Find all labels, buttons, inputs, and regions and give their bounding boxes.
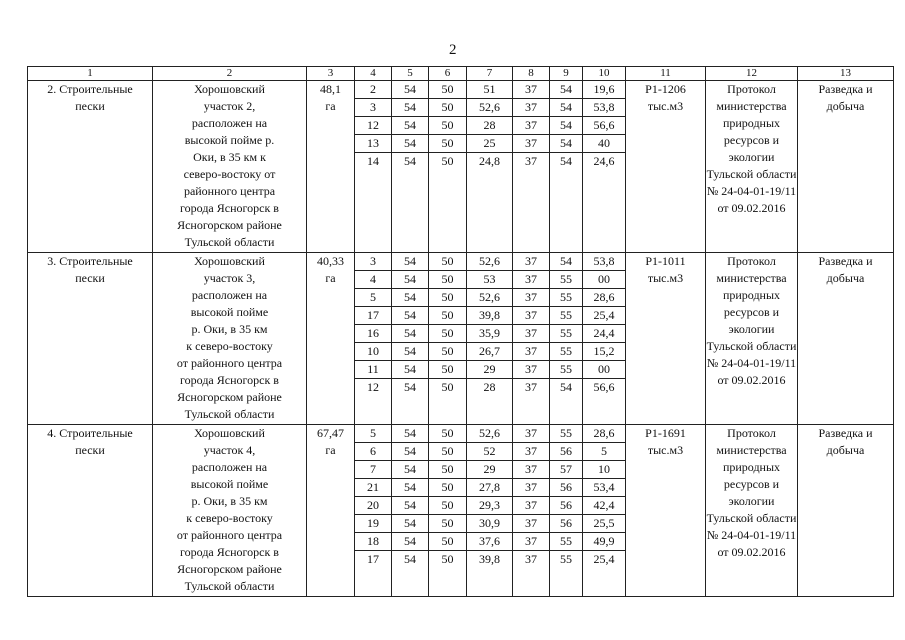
coordinate-value: 24,4	[583, 325, 625, 343]
coordinate-stack	[583, 81, 625, 170]
deposit-name-cell-text: 2. Строительные пески	[47, 82, 133, 113]
coordinate-value: 50	[429, 533, 466, 551]
coordinate-stack	[392, 253, 428, 396]
coordinate-value: 50	[429, 99, 466, 117]
coordinate-value: 12	[355, 117, 391, 135]
coordinate-stack	[467, 425, 512, 568]
coordinate-value: 11	[355, 361, 391, 379]
coordinate-stack	[583, 425, 625, 568]
location-cell-text: Хорошовский участок 4, расположен на высокой пойме р. Оки, в 35 км к северо-востоку от районного центра города Ясногорск в Ясногорском районе Тульской области	[176, 426, 283, 593]
location-cell-text: Хорошовский участок 3, расположен на высокой пойме р. Оки, в 35 км к северо-востоку от районного центра города Ясногорск в Ясногорском районе Тульской области	[176, 254, 283, 421]
column-number: 4	[355, 67, 392, 81]
coordinate-value: 4	[355, 271, 391, 289]
coordinate-value: 52	[467, 443, 512, 461]
coordinate-cell	[550, 425, 583, 597]
coordinate-value: 56,6	[593, 380, 615, 394]
coordinate-value: 37	[513, 361, 549, 379]
column-number: 6	[429, 67, 467, 81]
coordinate-value: 5	[355, 425, 391, 443]
deposit-name-cell-text: 3. Строительные пески	[47, 254, 133, 285]
location-cell	[153, 425, 307, 597]
coordinate-cell	[392, 253, 429, 425]
coordinate-value: 15,2	[583, 343, 625, 361]
coordinate-cell	[550, 81, 583, 253]
coordinate-cell	[355, 81, 392, 253]
coordinate-stack	[583, 253, 625, 396]
coordinate-cell	[467, 81, 513, 253]
coordinate-value: 25	[467, 135, 512, 153]
coordinate-value: 54	[392, 99, 428, 117]
coordinate-value: 54	[404, 154, 416, 168]
coordinate-value: 5	[583, 443, 625, 461]
coordinate-value: 50	[429, 361, 466, 379]
coordinate-value: 7	[355, 461, 391, 479]
coordinate-value: 37	[513, 533, 549, 551]
coordinate-value: 50	[429, 271, 466, 289]
deposit-name-cell	[28, 253, 153, 425]
coordinate-value: 50	[441, 380, 454, 394]
coordinate-value: 55	[550, 425, 582, 443]
purpose-cell	[798, 425, 894, 597]
reserves-cell-text: Р1-1691 тыс.м3	[645, 426, 686, 457]
coordinate-cell	[583, 81, 626, 253]
coordinate-value: 50	[429, 307, 466, 325]
coordinate-value: 19	[355, 515, 391, 533]
coordinate-value: 39,8	[479, 552, 500, 566]
coordinate-value: 35,9	[467, 325, 512, 343]
coordinate-value: 14	[367, 154, 379, 168]
coordinate-value: 50	[429, 135, 466, 153]
area-cell-text: 40,33 га	[317, 254, 344, 285]
coordinate-value: 39,8	[467, 307, 512, 325]
coordinate-value: 28	[483, 380, 496, 394]
coordinate-value: 25,4	[583, 307, 625, 325]
coordinate-value: 50	[429, 443, 466, 461]
coordinate-value: 51	[467, 81, 512, 99]
coordinate-cell	[392, 425, 429, 597]
coordinate-value: 54	[550, 135, 582, 153]
column-number: 5	[392, 67, 429, 81]
coordinate-value: 50	[429, 425, 466, 443]
coordinate-value: 54	[392, 117, 428, 135]
deposits-table	[27, 66, 894, 597]
coordinate-value: 37	[513, 117, 549, 135]
column-number-row	[28, 67, 894, 81]
location-cell	[153, 253, 307, 425]
coordinate-cell	[429, 253, 467, 425]
protocol-cell-text: Протокол министерства природных ресурсов и экологии Тульской области № 24-04-01-19/11 от 09.02.2016	[706, 254, 797, 387]
coordinate-value: 50	[429, 479, 466, 497]
coordinate-value: 37	[513, 135, 549, 153]
coordinate-value: 54	[560, 380, 572, 394]
coordinate-value: 37	[513, 271, 549, 289]
coordinate-value: 30,9	[467, 515, 512, 533]
coordinate-value: 28,6	[583, 425, 625, 443]
coordinate-value: 55	[550, 325, 582, 343]
coordinate-value: 55	[550, 361, 582, 379]
coordinate-cell	[513, 425, 550, 597]
coordinate-value: 37	[513, 343, 549, 361]
coordinate-value: 10	[355, 343, 391, 361]
coordinate-value: 50	[429, 117, 466, 135]
protocol-cell	[706, 425, 798, 597]
coordinate-value: 50	[429, 497, 466, 515]
page-number: 2	[449, 42, 457, 58]
column-number: 2	[153, 67, 307, 81]
table-row	[28, 253, 894, 425]
coordinate-value: 37	[513, 325, 549, 343]
coordinate-value: 49,9	[583, 533, 625, 551]
coordinate-value: 00	[583, 271, 625, 289]
coordinate-value: 56	[550, 497, 582, 515]
coordinate-value: 20	[355, 497, 391, 515]
coordinate-value: 37,6	[467, 533, 512, 551]
coordinate-value: 50	[429, 81, 466, 99]
coordinate-cell	[513, 81, 550, 253]
coordinate-value: 16	[355, 325, 391, 343]
coordinate-value: 54	[550, 99, 582, 117]
coordinate-cell	[429, 425, 467, 597]
coordinate-value: 3	[355, 253, 391, 271]
coordinate-value: 37	[525, 380, 537, 394]
coordinate-value: 54	[550, 117, 582, 135]
coordinate-value: 37	[513, 479, 549, 497]
coordinate-value: 42,4	[583, 497, 625, 515]
coordinate-cell	[583, 425, 626, 597]
coordinate-value: 54	[392, 135, 428, 153]
coordinate-stack	[513, 425, 549, 568]
coordinate-stack	[355, 425, 391, 568]
protocol-cell	[706, 81, 798, 253]
reserves-cell	[626, 425, 706, 597]
coordinate-value: 52,6	[467, 289, 512, 307]
coordinate-value: 18	[355, 533, 391, 551]
coordinate-value: 54	[392, 343, 428, 361]
coordinate-cell	[550, 253, 583, 425]
coordinate-value: 29	[467, 361, 512, 379]
coordinate-value: 2	[355, 81, 391, 99]
coordinate-value: 25,5	[583, 515, 625, 533]
coordinate-value: 54	[550, 253, 582, 271]
coordinate-value: 5	[355, 289, 391, 307]
coordinate-value: 50	[429, 343, 466, 361]
protocol-cell-text: Протокол министерства природных ресурсов и экологии Тульской области № 24-04-01-19/11 от 09.02.2016	[706, 82, 797, 215]
coordinate-value: 54	[392, 307, 428, 325]
coordinate-cell	[355, 425, 392, 597]
coordinate-value: 55	[550, 289, 582, 307]
coordinate-value: 54	[392, 461, 428, 479]
coordinate-value: 00	[583, 361, 625, 379]
table-row	[28, 81, 894, 253]
coordinate-value: 26,7	[467, 343, 512, 361]
coordinate-value: 55	[550, 533, 582, 551]
coordinate-value: 50	[429, 289, 466, 307]
coordinate-value: 3	[355, 99, 391, 117]
coordinate-value: 53,8	[583, 253, 625, 271]
reserves-cell	[626, 253, 706, 425]
coordinate-cell	[583, 253, 626, 425]
area-cell-text: 48,1 га	[320, 82, 341, 113]
coordinate-stack	[429, 81, 466, 170]
area-cell	[307, 81, 355, 253]
coordinate-value: 40	[583, 135, 625, 153]
coordinate-value: 54	[392, 253, 428, 271]
coordinate-stack	[429, 253, 466, 396]
coordinate-value: 37	[513, 81, 549, 99]
coordinate-value: 13	[355, 135, 391, 153]
coordinate-value: 54	[560, 154, 572, 168]
location-cell-text: Хорошовский участок 2, расположен на высокой пойме р. Оки, в 35 км к северо-востоку от районного центра города Ясногорск в Ясногорском районе Тульской области	[177, 82, 282, 249]
reserves-cell	[626, 81, 706, 253]
deposit-name-cell-text: 4. Строительные пески	[47, 426, 133, 457]
coordinate-value: 54	[550, 81, 582, 99]
coordinate-value: 54	[392, 443, 428, 461]
coordinate-cell	[513, 253, 550, 425]
area-cell	[307, 425, 355, 597]
coordinate-value: 53,4	[583, 479, 625, 497]
coordinate-stack	[513, 253, 549, 396]
coordinate-value: 54	[392, 271, 428, 289]
coordinate-value: 56	[550, 515, 582, 533]
coordinate-value: 55	[550, 271, 582, 289]
coordinate-value: 54	[392, 479, 428, 497]
coordinate-stack	[550, 81, 582, 170]
coordinate-value: 54	[404, 552, 416, 566]
coordinate-value: 54	[392, 533, 428, 551]
column-number: 7	[467, 67, 513, 81]
coordinate-value: 56,6	[583, 117, 625, 135]
coordinate-value: 53,8	[583, 99, 625, 117]
protocol-cell-text: Протокол министерства природных ресурсов и экологии Тульской области № 24-04-01-19/11 от 09.02.2016	[706, 426, 797, 559]
coordinate-value: 27,8	[467, 479, 512, 497]
coordinate-stack	[392, 425, 428, 568]
coordinate-value: 10	[583, 461, 625, 479]
column-number: 8	[513, 67, 550, 81]
coordinate-cell	[467, 253, 513, 425]
coordinate-value: 55	[550, 307, 582, 325]
coordinate-value: 24,6	[593, 154, 615, 168]
column-number: 11	[626, 67, 706, 81]
coordinate-value: 54	[392, 497, 428, 515]
coordinate-value: 50	[429, 515, 466, 533]
coordinate-value: 29,3	[467, 497, 512, 515]
coordinate-stack	[467, 253, 512, 396]
coordinate-value: 54	[392, 515, 428, 533]
coordinate-value: 37	[513, 425, 549, 443]
coordinate-value: 56	[550, 479, 582, 497]
column-number: 12	[706, 67, 798, 81]
coordinate-value: 54	[392, 325, 428, 343]
coordinate-value: 37	[525, 154, 537, 168]
coordinate-value: 6	[355, 443, 391, 461]
coordinate-cell	[429, 81, 467, 253]
column-number: 9	[550, 67, 583, 81]
purpose-cell	[798, 253, 894, 425]
coordinate-value: 37	[513, 497, 549, 515]
coordinate-value: 55	[550, 343, 582, 361]
coordinate-stack	[355, 253, 391, 396]
coordinate-stack	[467, 81, 512, 170]
coordinate-stack	[392, 81, 428, 170]
coordinate-value: 50	[429, 253, 466, 271]
reserves-cell-text: Р1-1206 тыс.м3	[645, 82, 686, 113]
coordinate-value: 55	[560, 552, 572, 566]
coordinate-value: 17	[355, 307, 391, 325]
coordinate-stack	[355, 81, 391, 170]
coordinate-value: 50	[429, 325, 466, 343]
coordinate-value: 53	[467, 271, 512, 289]
coordinate-value: 50	[441, 154, 454, 168]
table-body	[28, 81, 894, 597]
coordinate-value: 28,6	[583, 289, 625, 307]
reserves-cell-text: Р1-1011 тыс.м3	[645, 254, 686, 285]
coordinate-value: 54	[392, 361, 428, 379]
coordinate-stack	[550, 425, 582, 568]
coordinate-value: 54	[404, 380, 416, 394]
coordinate-value: 29	[467, 461, 512, 479]
protocol-cell	[706, 253, 798, 425]
coordinate-value: 56	[550, 443, 582, 461]
coordinate-value: 12	[367, 380, 379, 394]
coordinate-value: 21	[355, 479, 391, 497]
coordinate-value: 37	[513, 289, 549, 307]
coordinate-value: 24,8	[479, 154, 500, 168]
column-number: 10	[583, 67, 626, 81]
location-cell	[153, 81, 307, 253]
area-cell-text: 67,47 га	[317, 426, 344, 457]
coordinate-cell	[467, 425, 513, 597]
coordinate-cell	[355, 253, 392, 425]
coordinate-stack	[550, 253, 582, 396]
coordinate-value: 52,6	[467, 425, 512, 443]
coordinate-value: 52,6	[467, 99, 512, 117]
coordinate-value: 17	[367, 552, 379, 566]
purpose-cell-text: Разведка и добыча	[818, 254, 873, 285]
coordinate-value: 37	[513, 253, 549, 271]
column-number: 3	[307, 67, 355, 81]
purpose-cell-text: Разведка и добыча	[818, 426, 873, 457]
column-number: 1	[28, 67, 153, 81]
coordinate-value: 54	[392, 425, 428, 443]
coordinate-value: 57	[550, 461, 582, 479]
coordinate-value: 50	[441, 552, 454, 566]
coordinate-value: 50	[429, 461, 466, 479]
coordinate-stack	[429, 425, 466, 568]
column-number: 13	[798, 67, 894, 81]
coordinate-value: 19,6	[583, 81, 625, 99]
coordinate-value: 25,4	[593, 552, 615, 566]
coordinate-value: 37	[525, 552, 537, 566]
deposit-name-cell	[28, 425, 153, 597]
purpose-cell	[798, 81, 894, 253]
area-cell	[307, 253, 355, 425]
coordinate-value: 37	[513, 99, 549, 117]
coordinate-value: 37	[513, 515, 549, 533]
coordinate-stack	[513, 81, 549, 170]
coordinate-cell	[392, 81, 429, 253]
coordinate-value: 54	[392, 81, 428, 99]
deposit-name-cell	[28, 81, 153, 253]
coordinate-value: 37	[513, 307, 549, 325]
coordinate-value: 28	[467, 117, 512, 135]
purpose-cell-text: Разведка и добыча	[818, 82, 873, 113]
coordinate-value: 54	[392, 289, 428, 307]
coordinate-value: 37	[513, 443, 549, 461]
coordinate-value: 37	[513, 461, 549, 479]
coordinate-value: 52,6	[467, 253, 512, 271]
table-row	[28, 425, 894, 597]
